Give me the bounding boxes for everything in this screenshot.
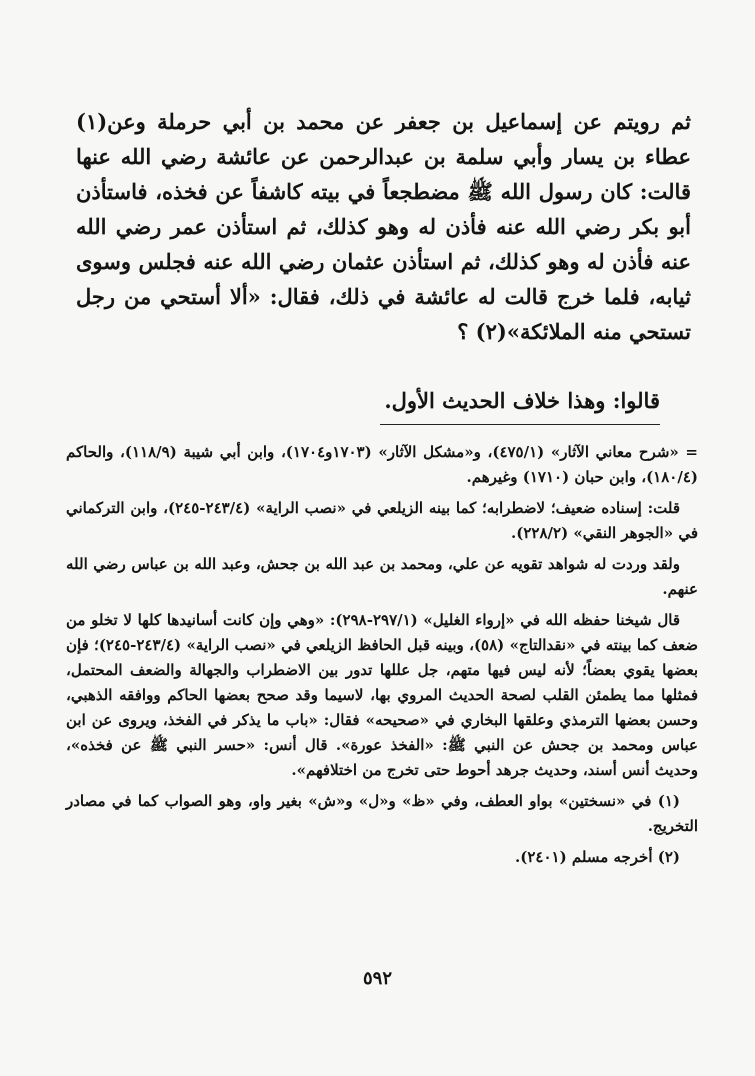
footnote-paragraph: ولقد وردت له شواهد تقويه عن علي، ومحمد بن عبد الله بن جحش، وعبد الله بن عباس رضي الله عنهم. — [66, 555, 698, 598]
heading-divider — [380, 424, 660, 425]
page-number: ٥٩٢ — [362, 968, 392, 989]
section-heading: قالوا: وهذا خلاف الحديث الأول. — [384, 388, 660, 413]
footnote-2: (٢) أخرجه مسلم (٢٤٠١). — [515, 848, 680, 866]
footnote-1: (١) في «نسختين» بواو العطف، وفي «ظ» و«ل» و«ش» بغير واو، وهو الصواب كما في مصادر التخريج. — [66, 792, 698, 835]
footnote-paragraph: قلت: إسناده ضعيف؛ لاضطرابه؛ كما بينه الزيلعي في «نصب الراية» (٢٤٣/٤-٢٤٥)، وابن التركماني في «الجوهر النقي» (٢٢٨/٢). — [66, 499, 698, 542]
footnote-paragraph: قال شيخنا حفظه الله في «إرواء الغليل» (٢٩٧/١-٢٩٨): «وهي وإن كانت أسانيدها كلها لا تخلو من ضعف كما بينته في «نقدالتاج» (٥٨)، وبينه قبل الحافظ الزيلعي في «نصب الراية» (٢٤٣/٤-٢٤٥)؛ فإن بعضها يقوي بعضاً؛ لأنه ليس فيها متهم، جل عللها تدور بين الاضطراب والجهالة والضعف المحتمل، فمثلها مما يطمئن القلب لصحة الحديث المروي بها، لاسيما وقد صحح بعضها الحاكم ووافقه الذهبي، وحسن بعضها الترمذي وعلقها البخاري في «صحيحه» فقال: «باب ما يذكر في الفخذ، ويروى عن ابن عباس ومحمد بن جحش عن النبي ﷺ: «الفخذ عورة». قال أنس: «حسر النبي ﷺ عن فخذه»، وحديث أنس أسند، وحديث جرهد أحوط حتى تخرج من اختلافهم». — [66, 611, 698, 779]
main-paragraph: ثم رويتم عن إسماعيل بن جعفر عن محمد بن أبي حرملة وعن(١) عطاء بن يسار وأبي سلمة بن عبدالرحمن عن عائشة رضي الله عنها قالت: كان رسول الله ﷺ مضطجعاً في بيته كاشفاً عن فخذه، فاستأذن أبو بكر رضي الله عنه فأذن له وهو كذلك، ثم استأذن عمر رضي الله عنه فأذن له وهو كذلك، ثم استأذن عثمان رضي الله عنه فجلس وسوى ثيابه، فلما خرج قالت له عائشة في ذلك، فقال: «ألا أستحي من رجل تستحي منه الملائكة»(٢) ؟ — [76, 109, 691, 344]
main-text — [76, 104, 691, 349]
footnote-continued: = «شرح معاني الآثار» (٤٧٥/١)، و«مشكل الآثار» (١٧٠٣و١٧٠٤)، وابن أبي شيبة (١١٨/٩)، والحاكم (١٨٠/٤)، وابن حبان (١٧١٠) وغيرهم. — [66, 443, 698, 486]
footnotes-area — [66, 440, 698, 876]
